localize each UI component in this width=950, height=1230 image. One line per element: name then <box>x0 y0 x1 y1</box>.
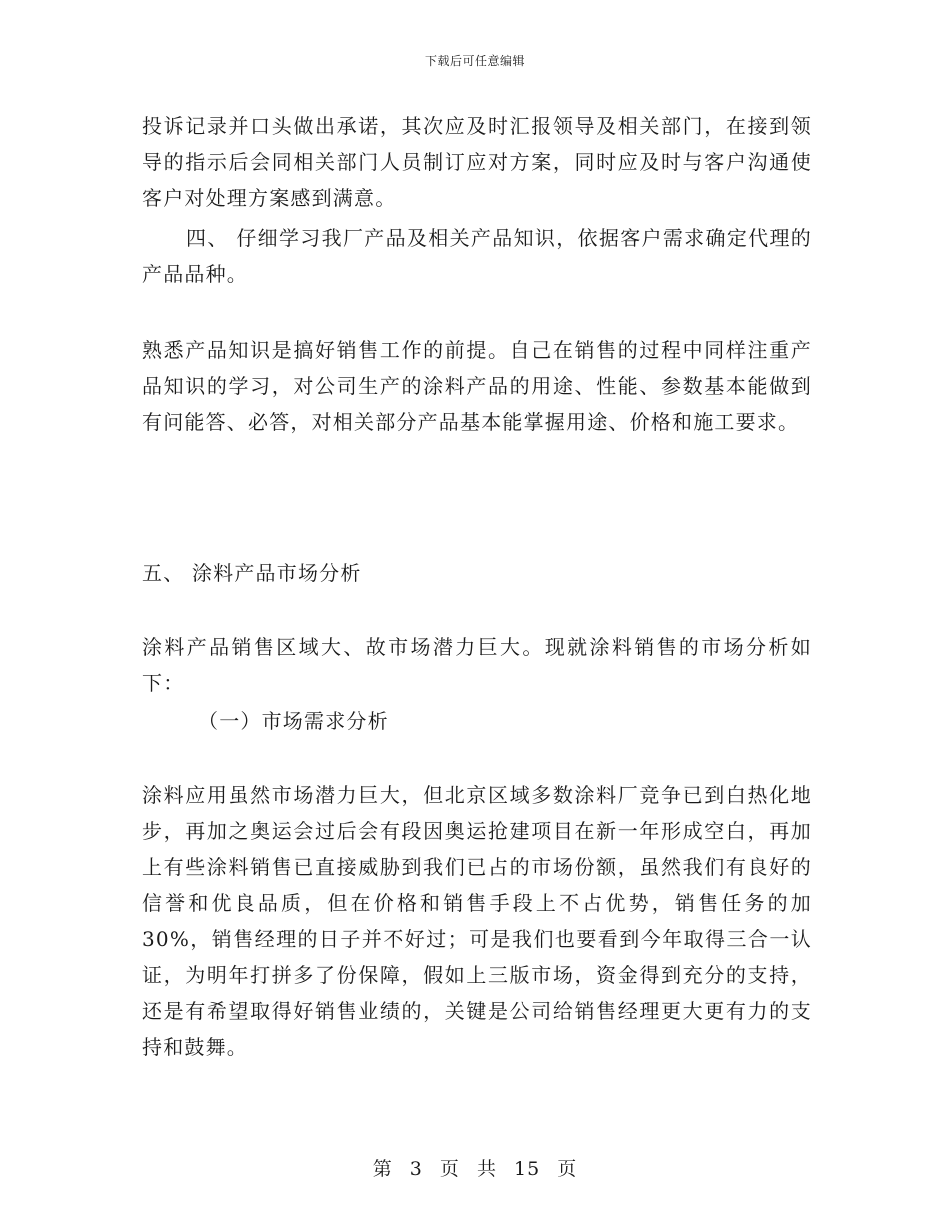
paragraph-complaint-handling: 投诉记录并口头做出承诺，其次应及时汇报领导及相关部门，在接到领导的指示后会同相关部门人员制订应对方案，同时应及时与客户沟通使客户对处理方案感到满意。 <box>142 114 812 210</box>
paragraph-demand-analysis: 涂料应用虽然市场潜力巨大，但北京区域多数涂料厂竞争已到白热化地步，再加之奥运会过后会有段因奥运抢建项目在新一年形成空白，再加上有些涂料销售已直接威胁到我们已占的市场份额，虽然我们有良好的信誉和优良品质，但在价格和销售手段上不占优势，销售任务的加30%，销售经理的日子并不好过；可是我们也要看到今年取得三合一认证，为明年打拼多了份保障，假如上三版市场，资金得到充分的支持，还是有希望取得好销售业绩的，关键是公司给销售经理更大更有力的支持和鼓舞。 <box>142 783 812 1059</box>
subsection-heading-demand: （一）市场需求分析 <box>198 709 389 733</box>
section-heading-five: 五、 涂料产品市场分析 <box>142 561 362 585</box>
paragraph-market-overview: 涂料产品销售区域大、故市场潜力巨大。现就涂料销售的市场分析如下： <box>142 635 812 695</box>
page-header: 下载后可任意编辑 <box>424 54 525 68</box>
page-number-footer: 第 3 页 共 15 页 <box>372 1158 578 1180</box>
paragraph-product-knowledge: 熟悉产品知识是搞好销售工作的前提。自己在销售的过程中同样注重产品知识的学习，对公司生产的涂料产品的用途、性能、参数基本能做到有问能答、必答，对相关部分产品基本能掌握用途、价格和施工要求。 <box>142 338 812 434</box>
section-heading-four: 四、 仔细学习我厂产品及相关产品知识，依据客户需求确定代理的产品品种。 <box>142 226 812 286</box>
